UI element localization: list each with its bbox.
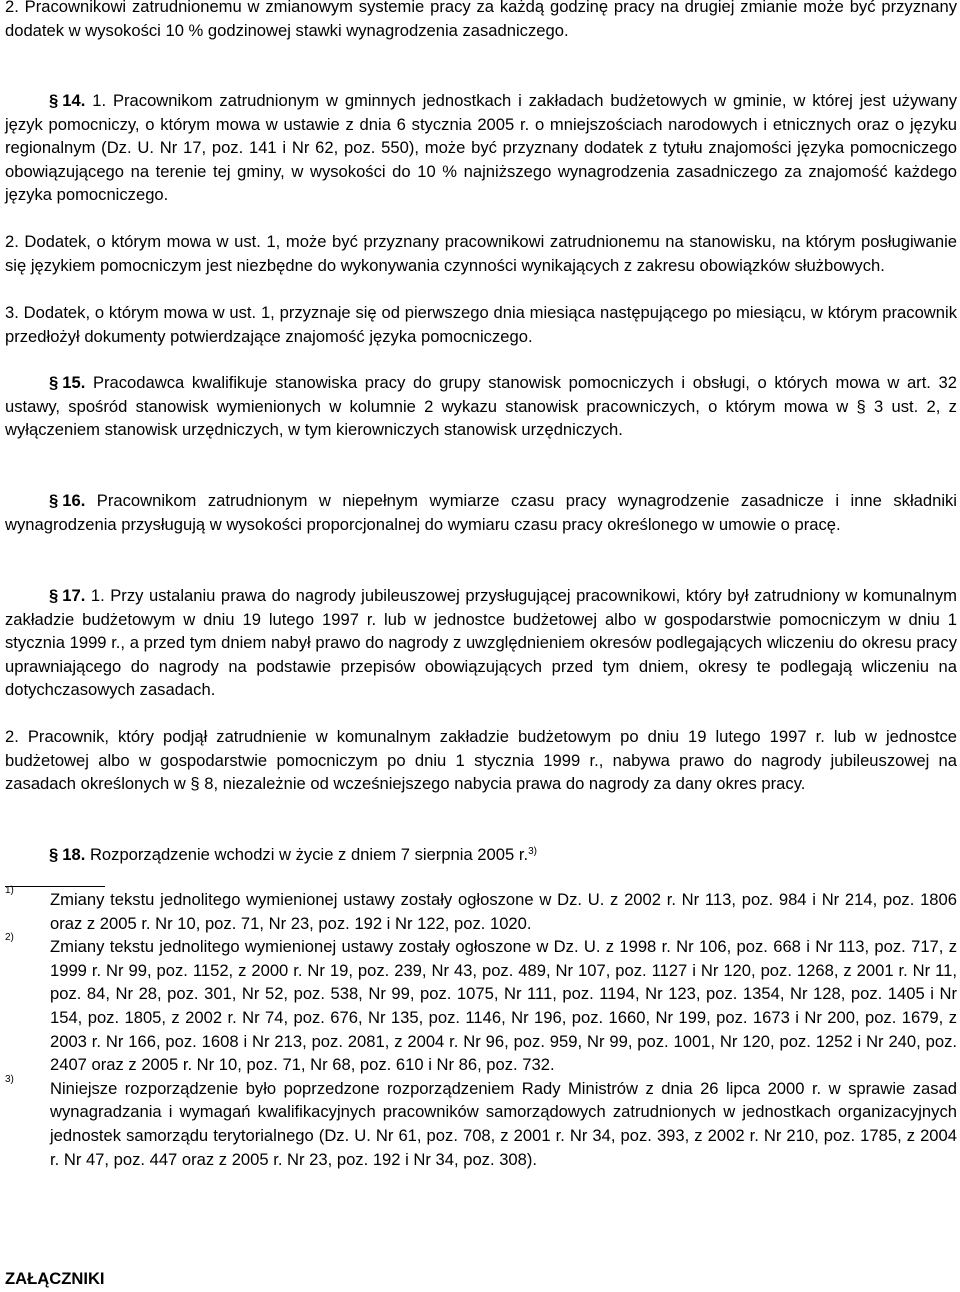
sec14-paragraph-1 (5, 89, 957, 207)
section-mark: § (49, 373, 59, 392)
section-ref-mark: § (190, 774, 200, 794)
sec17-paragraph-2 (5, 725, 957, 796)
footnote-text: Zmiany tekstu jednolitego wymienionej ustawy zostały ogłoszone w Dz. U. z 1998 r. Nr 106, poz. 668 i Nr 113, poz. 717, z 1999 r. Nr 99, poz. 1152, z 2000 r. Nr 19, poz. 239, Nr 43, poz. 489, Nr 107, poz. 1127 i Nr 120, poz. 1268, z 2001 r. Nr 11, poz. 84, Nr 28, poz. 301, Nr 52, poz. 538, Nr 99, poz. 1075, Nr 111, poz. 1194, Nr 123, poz. 1354, Nr 128, poz. 1405 i Nr 154, poz. 1805, z 2002 r. Nr 74, poz. 676, Nr 135, poz. 1146, Nr 196, poz. 1660, Nr 199, poz. 1673 i Nr 200, poz. 1679, z 2003 r. Nr 166, poz. 1608 i Nr 213, poz. 2081, z 2004 r. Nr 96, poz. 959, Nr 99, poz. 1001, Nr 120, poz. 1252 i Nr 240, poz. 2407 oraz z 2005 r. Nr 10, poz. 71, Nr 68, poz. 610 i Nr 86, poz. 732. (50, 937, 957, 1075)
sec15-number: 15. (62, 373, 86, 392)
sec16-number: 16. (62, 491, 86, 510)
footnotes (5, 885, 957, 1171)
sec17-number: 17. (62, 586, 86, 605)
footnote-separator (5, 886, 105, 887)
footnote-2 (5, 932, 957, 1077)
footnote-mark: 3) (5, 1073, 14, 1085)
sec17-p1-text: 1. Przy ustalaniu prawa do nagrody jubileuszowej przysługującej pracownikowi, który był zatrudniony w komunalnym zakładzie budżetowym w dniu 19 lutego 1997 r. lub w jednostce budżetowej albo w gospodarstwie pomocniczym w dniu 1 stycznia 1999 r., a przed tym dniem nabył prawo do nagrody z uwzględnieniem okresów podlegających wliczeniu do okresu pracy uprawniającego do nagrody na podstawie przepisów obowiązujących przed tym dniem, okresy te podlegają wliczeniu na dotychczasowych zasadach. (5, 586, 957, 700)
footnote-1 (5, 885, 957, 935)
sec18-number: 18. (62, 845, 86, 864)
sec18-text: Rozporządzenie wchodzi w życie z dniem 7 sierpnia 2005 r. (89, 845, 529, 864)
section-mark: § (49, 91, 59, 110)
sec13-paragraph-2: 2. Pracownikowi zatrudnionemu w zmianowym systemie pracy za każdą godzinę pracy na drugiej zmianie może być przyznany dodatek w wysokości 10 % godzinowej stawki wynagrodzenia zasadniczego. (5, 0, 957, 40)
sec17-p2-text-a: 2. Pracownik, który podjął zatrudnienie w komunalnym zakładzie budżetowym po dniu 19 lutego 1997 r. lub w jednostce budżetowej albo w gospodarstwie pomocniczym po dniu 1 stycznia 1999 r., nabywa prawo do nagrody jubileuszowej na zasadach określonych w (5, 727, 957, 794)
sec15-paragraph (5, 371, 957, 442)
sec17-p2-text-b: 8, niezależnie od wcześniejszego nabycia prawa do nagrody za dany okres pracy. (204, 774, 806, 794)
section-mark: § (49, 586, 59, 605)
sec14-paragraph-3: 3. Dodatek, o którym mowa w ust. 1, przyznaje się od pierwszego dnia miesiąca następującego po miesiącu, w którym pracownik przedłożył dokumenty potwierdzające znajomość języka pomocniczego. (5, 303, 957, 346)
section-ref-mark: § (856, 396, 866, 416)
footnote-ref: 3) (528, 846, 537, 857)
sec14-number: 14. (62, 91, 86, 110)
sec14-paragraph-2: 2. Dodatek, o którym mowa w ust. 1, może być przyznany pracownikowi zatrudnionemu na stanowisku, na którym posługiwanie się językiem pomocniczym jest niezbędne do wykonywania czynności wynikających z zakresu obowiązków służbowych. (5, 232, 957, 275)
footnote-text: Zmiany tekstu jednolitego wymienionej ustawy zostały ogłoszone w Dz. U. z 2002 r. Nr 113, poz. 984 i Nr 214, poz. 1806 oraz z 2005 r. Nr 10, poz. 71, Nr 23, poz. 192 i Nr 122, poz. 1020. (50, 890, 957, 933)
sec16-paragraph (5, 489, 957, 536)
footnote-mark: 2) (5, 932, 14, 944)
sec14-p1-text: 1. Pracownikom zatrudnionym w gminnych jednostkach i zakładach budżetowych w gminie, w której jest używany język pomocniczy, o którym mowa w ustawie z dnia 6 stycznia 2005 r. o mniejszościach narodowych i etnicznych oraz o języku regionalnym (Dz. U. Nr 17, poz. 141 i Nr 62, poz. 550), może być przyznany dodatek z tytułu znajomości języka pomocniczego obowiązującego na terenie tej gminy, w wysokości do 10 % najniższego wynagrodzenia zasadniczego za znajomość każdego języka pomocniczego. (5, 91, 957, 205)
sec17-paragraph-1 (5, 584, 957, 702)
sec16-text: Pracownikom zatrudnionym w niepełnym wymiarze czasu pracy wynagrodzenie zasadnicze i inne składniki wynagrodzenia przysługują w wysokości proporcjonalnej do wymiaru czasu pracy określonego w umowie o pracę. (5, 491, 957, 534)
section-mark: § (49, 845, 59, 864)
sec18-paragraph (5, 843, 957, 867)
attachments-heading: ZAŁĄCZNIKI (5, 1269, 105, 1288)
footnote-text: Niniejsze rozporządzenie było poprzedzone rozporządzeniem Rady Ministrów z dnia 26 lipca 2000 r. w sprawie zasad wynagradzania i wymagań kwalifikacyjnych pracowników samorządowych zatrudnionych w jednostkach organizacyjnych jednostek samorządu terytorialnego (Dz. U. Nr 61, poz. 708, z 2001 r. Nr 34, poz. 393, z 2002 r. Nr 210, poz. 1785, z 2004 r. Nr 47, poz. 447 oraz z 2005 r. Nr 23, poz. 192 i Nr 34, poz. 308). (50, 1078, 957, 1169)
sec15-text-b: 3 ust. 2, z wyłączeniem stanowisk urzędniczych, w tym kierowniczych stanowisk urzędniczych. (5, 396, 957, 440)
footnote-3 (5, 1073, 957, 1171)
section-mark: § (49, 491, 59, 510)
sec15-text-a: Pracodawca kwalifikuje stanowiska pracy do grupy stanowisk pomocniczych i obsługi, o których mowa w art. 32 ustawy, spośród stanowisk wymienionych w kolumnie 2 wykazu stanowisk pracowniczych, o którym mowa w (5, 373, 957, 416)
footnote-mark: 1) (5, 885, 14, 896)
